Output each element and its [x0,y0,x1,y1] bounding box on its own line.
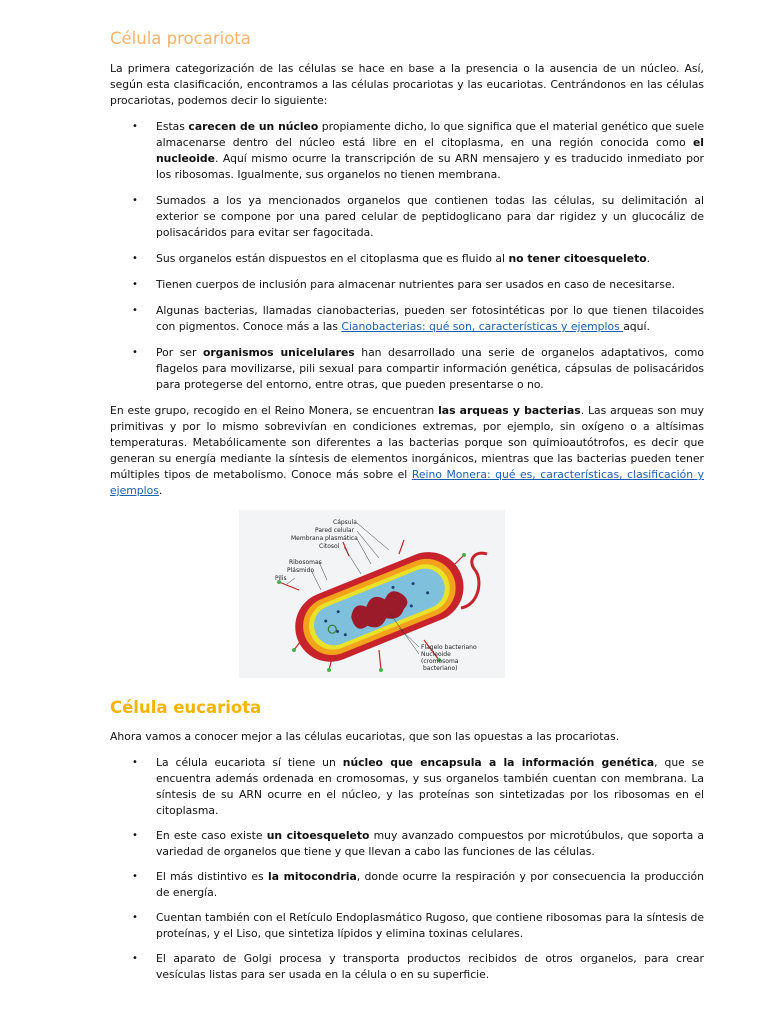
list-item: • En este caso existe un citoesqueleto muy avanzado compuestos por microtúbulos, que soporta a variedad de organelos que tiene y que llevan a cabo las funciones de las células. [132,829,704,858]
bullet-icon: • [132,830,138,841]
label-capsula: Cápsula [333,519,357,526]
bullet-icon: • [132,953,138,964]
bacterium-illustration [239,510,505,678]
prokaryote-cell-diagram [239,510,505,678]
list-item: • La célula eucariota sí tiene un núcleo que encapsula a la información genética, que se encuentra además ordenada en cromosomas, y sus organelos también cuentan con membrana. La síntesis de su ARN ocurre en el núcleo, y las proteínas son sintetizadas por los ribosomas en el citoplasma. [132,756,705,817]
list-item: • Cuentan también con el Retículo Endoplasmático Rugoso, que contiene ribosomas para la síntesis de proteínas, y el Liso, que sintetiza lípidos y elimina toxinas celulares. [132,911,704,940]
list-item: • Estas carecen de un núcleo propiamente dicho, lo que significa que el material genético que suele almacenarse dentro del núcleo está libre en el citoplasma, en una región conocida como el nucleoide. Aquí mismo ocurre la transcripción de su ARN mensajero y es traducido inmediato por los ribosomas. Igualmente, sus organelos no tienen membrana. [132,120,704,181]
label-plasmido: Plásmido [287,567,315,574]
paragraph-monera: En este grupo, recogido en el Reino Monera, se encuentran las arqueas y bacterias. Las arqueas son muy primitivas y por lo mismo sobrevivían en condiciones extremas, por ejemplo, sin oxígeno o a altísimas temperaturas. Metabólicamente son diferentes a las bacterias porque son quimioautótrofos, es decir que generan su energía mediante la síntesis de elementos inorgánicos, mientras que las bacterias pueden tener múltiples tipos de metabolismo. Conoce más sobre el Reino Monera: qué es, características, clasificación y ejemplos. [110,404,705,497]
bullet-icon: • [132,347,138,358]
bullet-icon: • [132,871,138,882]
label-nucleoide: Nucleoide [421,651,451,658]
bullet-list-eukaryote [110,755,704,983]
list-item: • Algunas bacterias, llamadas cianobacterias, pueden ser fotosintéticas por lo que tienen tilacoides con pigmentos. Conoce más a las Cianobacterias: qué son, características y ejemplos aquí. [132,304,704,333]
list-item: • El aparato de Golgi procesa y transporta productos recibidos de otros organelos, para crear vesículas listas para ser usada en la célula o en su superficie. [132,952,704,981]
list-item: • Sumados a los ya mencionados organelos que contienen todas las células, su delimitación al exterior se compone por una pared celular de peptidoglicano para dar rigidez y un glucocáliz de polisacáridos para evitar ser fagocitada. [132,194,704,239]
label-membrana: Membrana plasmática [291,535,358,542]
cianobacterias-link[interactable]: Cianobacterias: qué son, características y ejemplos [341,320,624,333]
label-pilis: Pilis [275,575,287,582]
list-item: • Por ser organismos unicelulares han desarrollado una serie de organelos adaptativos, como flagelos para movilizarse, pili sexual para compartir información genética, cápsulas de polisacáridos para protegerse del entorno, entre otras, que pueden presentarse o no. [132,346,704,391]
list-item: • Sus organelos están dispuestos en el citoplasma que es fluido al no tener citoesqueleto. [132,252,651,265]
list-item: • Tienen cuerpos de inclusión para almacenar nutrientes para ser usados en caso de necesitarse. [132,278,675,291]
paragraph-intro-eukaryote: Ahora vamos a conocer mejor a las células eucariotas, que son las opuestas a las procariotas. [110,730,620,743]
label-flagelo: Flagelo bacteriano [421,644,477,651]
bullet-icon: • [132,253,138,264]
label-pared-celular: Pared celular [315,527,355,534]
bullet-icon: • [132,121,138,132]
list-item: • El más distintivo es la mitocondria, donde ocurre la respiración y por consecuencia la producción de energía. [132,870,704,899]
section-title-prokaryote: Célula procariota [110,29,251,48]
label-citosol: Citosol [319,543,340,550]
bullet-list-prokaryote [110,119,704,393]
label-bacteriano: bacteriano) [423,665,458,672]
bullet-icon: • [132,279,138,290]
label-cromosoma: (cromosoma [421,658,459,665]
label-ribosomas: Ribosomas [289,559,322,566]
reino-monera-link[interactable]: Reino Monera: qué es, características, clasificación y ejemplos [110,468,704,497]
bullet-icon: • [132,912,138,923]
bullet-icon: • [132,195,138,206]
section-title-eukaryote: Célula eucariota [110,698,262,717]
bullet-icon: • [132,305,138,316]
paragraph-intro-prokaryote: La primera categorización de las células se hace en base a la presencia o la ausencia de un núcleo. Así, según esta clasificación, encontramos a las células procariotas y las eucariotas. Centrándonos en las células procariotas, podemos decir lo siguiente: [110,62,704,107]
bullet-icon: • [132,757,138,768]
document-content [110,28,704,983]
